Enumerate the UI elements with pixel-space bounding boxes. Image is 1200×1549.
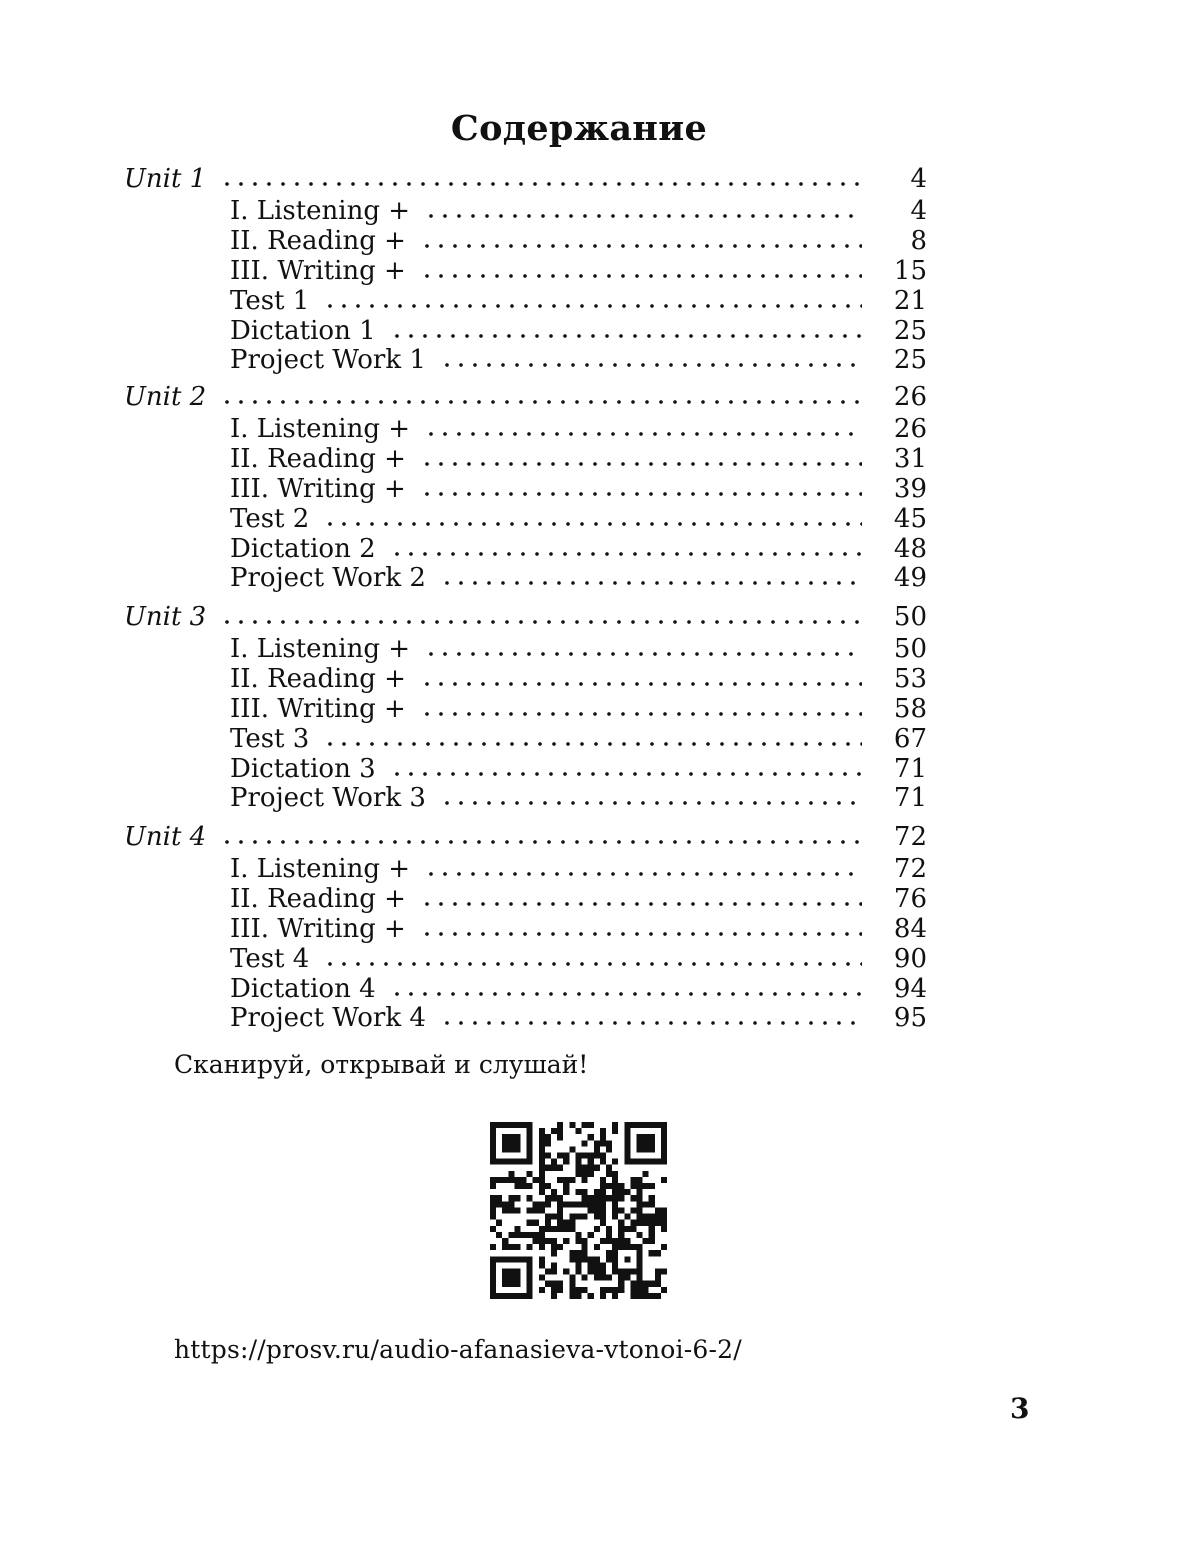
audio-url-link[interactable]: https://prosv.ru/audio-afanasieva-vtonoi-6-2/: [174, 1335, 742, 1364]
dot-leader: [319, 286, 862, 316]
toc-sub-entry[interactable]: [230, 255, 927, 286]
dot-leader: [386, 754, 862, 784]
toc-sub-entry[interactable]: [230, 693, 927, 724]
toc-sub-entry[interactable]: [230, 943, 927, 974]
toc-entry-label: Project Work 3: [230, 783, 426, 814]
toc-entry-label: II. Reading +: [230, 663, 406, 694]
toc-sub-entry[interactable]: [230, 503, 927, 534]
toc-entry-label: I. Listening +: [230, 633, 411, 664]
toc-entry-page: 50: [893, 633, 927, 664]
toc-entry-page: 50: [893, 602, 927, 632]
dot-leader: [386, 534, 862, 564]
toc-entry-page: 25: [893, 345, 927, 376]
toc-entry-label: II. Reading +: [230, 883, 406, 914]
qr-code-icon[interactable]: [490, 1122, 667, 1299]
dot-leader: [436, 345, 862, 375]
toc-entry-page: 58: [893, 693, 927, 724]
dot-leader: [416, 884, 862, 914]
toc-entry-label: Dictation 3: [230, 753, 376, 784]
toc-entry-page: 48: [893, 533, 927, 564]
toc-sub-entry[interactable]: [230, 783, 927, 814]
toc-entry-page: 71: [893, 753, 927, 784]
toc-entry-label: Test 3: [230, 723, 310, 754]
dot-leader: [386, 974, 862, 1004]
page-number: 3: [1010, 1392, 1030, 1425]
toc-sub-entry[interactable]: [230, 753, 927, 784]
toc-sub-entry[interactable]: [230, 473, 927, 504]
dot-leader: [436, 1003, 862, 1033]
toc-entry-page: 4: [910, 195, 927, 226]
toc-entry-label: Unit 4: [124, 822, 207, 852]
dot-leader: [420, 854, 862, 884]
dot-leader: [416, 256, 862, 286]
toc-sub-entry[interactable]: [230, 345, 927, 376]
toc-entry-page: 94: [893, 973, 927, 1004]
dot-leader: [420, 634, 862, 664]
toc-sub-entry[interactable]: [230, 973, 927, 1004]
toc-entry-page: 8: [910, 225, 927, 256]
toc-entry-page: 72: [893, 853, 927, 884]
scan-instruction: Сканируй, открывай и слушай!: [174, 1050, 589, 1079]
toc-entry-label: I. Listening +: [230, 853, 411, 884]
toc-entry-label: Unit 1: [124, 164, 207, 194]
toc-unit-entry[interactable]: [124, 822, 927, 852]
toc-entry-page: 45: [893, 503, 927, 534]
toc-entry-label: Project Work 2: [230, 563, 426, 594]
dot-leader: [386, 316, 862, 346]
toc-entry-page: 72: [893, 822, 927, 852]
toc-entry-label: III. Writing +: [230, 913, 406, 944]
toc-entry-label: III. Writing +: [230, 473, 406, 504]
toc-entry-label: Project Work 4: [230, 1003, 426, 1034]
page-title: Содержание: [450, 108, 708, 149]
toc-sub-entry[interactable]: [230, 1003, 927, 1034]
toc-entry-page: 84: [893, 913, 927, 944]
toc-sub-entry[interactable]: [230, 563, 927, 594]
toc-sub-entry[interactable]: [230, 413, 927, 444]
toc-entry-page: 53: [893, 663, 927, 694]
toc-sub-entry[interactable]: [230, 663, 927, 694]
dot-leader: [416, 664, 862, 694]
toc-sub-entry[interactable]: [230, 853, 927, 884]
dot-leader: [216, 602, 862, 632]
toc-sub-entry[interactable]: [230, 285, 927, 316]
toc-sub-entry[interactable]: [230, 723, 927, 754]
toc-unit-entry[interactable]: [124, 602, 927, 632]
toc-entry-label: I. Listening +: [230, 195, 411, 226]
toc-entry-page: 95: [893, 1003, 927, 1034]
dot-leader: [416, 914, 862, 944]
toc-entry-page: 15: [893, 255, 927, 286]
toc-entry-label: Dictation 4: [230, 973, 376, 1004]
dot-leader: [416, 694, 862, 724]
toc-entry-label: III. Writing +: [230, 255, 406, 286]
dot-leader: [436, 563, 862, 593]
dot-leader: [416, 226, 862, 256]
toc-entry-page: 76: [893, 883, 927, 914]
dot-leader: [420, 414, 862, 444]
toc-unit-entry[interactable]: [124, 382, 927, 412]
toc-sub-entry[interactable]: [230, 443, 927, 474]
dot-leader: [420, 196, 862, 226]
toc-entry-page: 26: [893, 413, 927, 444]
dot-leader: [416, 444, 862, 474]
toc-entry-label: II. Reading +: [230, 443, 406, 474]
dot-leader: [319, 504, 862, 534]
dot-leader: [319, 944, 862, 974]
toc-entry-label: Unit 3: [124, 602, 207, 632]
toc-entry-label: II. Reading +: [230, 225, 406, 256]
toc-entry-page: 25: [893, 315, 927, 346]
toc-sub-entry[interactable]: [230, 225, 927, 256]
toc-entry-page: 49: [893, 563, 927, 594]
toc-entry-page: 4: [910, 164, 927, 194]
toc-entry-label: Dictation 2: [230, 533, 376, 564]
dot-leader: [416, 474, 862, 504]
toc-entry-label: Test 2: [230, 503, 310, 534]
toc-entry-page: 26: [893, 382, 927, 412]
dot-leader: [216, 382, 862, 412]
toc-sub-entry[interactable]: [230, 913, 927, 944]
toc-sub-entry[interactable]: [230, 195, 927, 226]
toc-entry-page: 21: [893, 285, 927, 316]
toc-entry-label: Dictation 1: [230, 315, 376, 346]
dot-leader: [319, 724, 862, 754]
dot-leader: [216, 164, 862, 194]
toc-entry-page: 31: [893, 443, 927, 474]
toc-unit-entry[interactable]: [124, 164, 927, 194]
toc-entry-label: I. Listening +: [230, 413, 411, 444]
toc-sub-entry[interactable]: [230, 633, 927, 664]
toc-sub-entry[interactable]: [230, 315, 927, 346]
toc-entry-label: Unit 2: [124, 382, 207, 412]
toc-entry-page: 67: [893, 723, 927, 754]
toc-entry-page: 90: [893, 943, 927, 974]
toc-entry-page: 71: [893, 783, 927, 814]
dot-leader: [216, 822, 862, 852]
toc-entry-page: 39: [893, 473, 927, 504]
toc-entry-label: III. Writing +: [230, 693, 406, 724]
toc-sub-entry[interactable]: [230, 533, 927, 564]
dot-leader: [436, 783, 862, 813]
toc-sub-entry[interactable]: [230, 883, 927, 914]
toc-entry-label: Project Work 1: [230, 345, 426, 376]
toc-entry-label: Test 1: [230, 285, 310, 316]
toc-entry-label: Test 4: [230, 943, 310, 974]
